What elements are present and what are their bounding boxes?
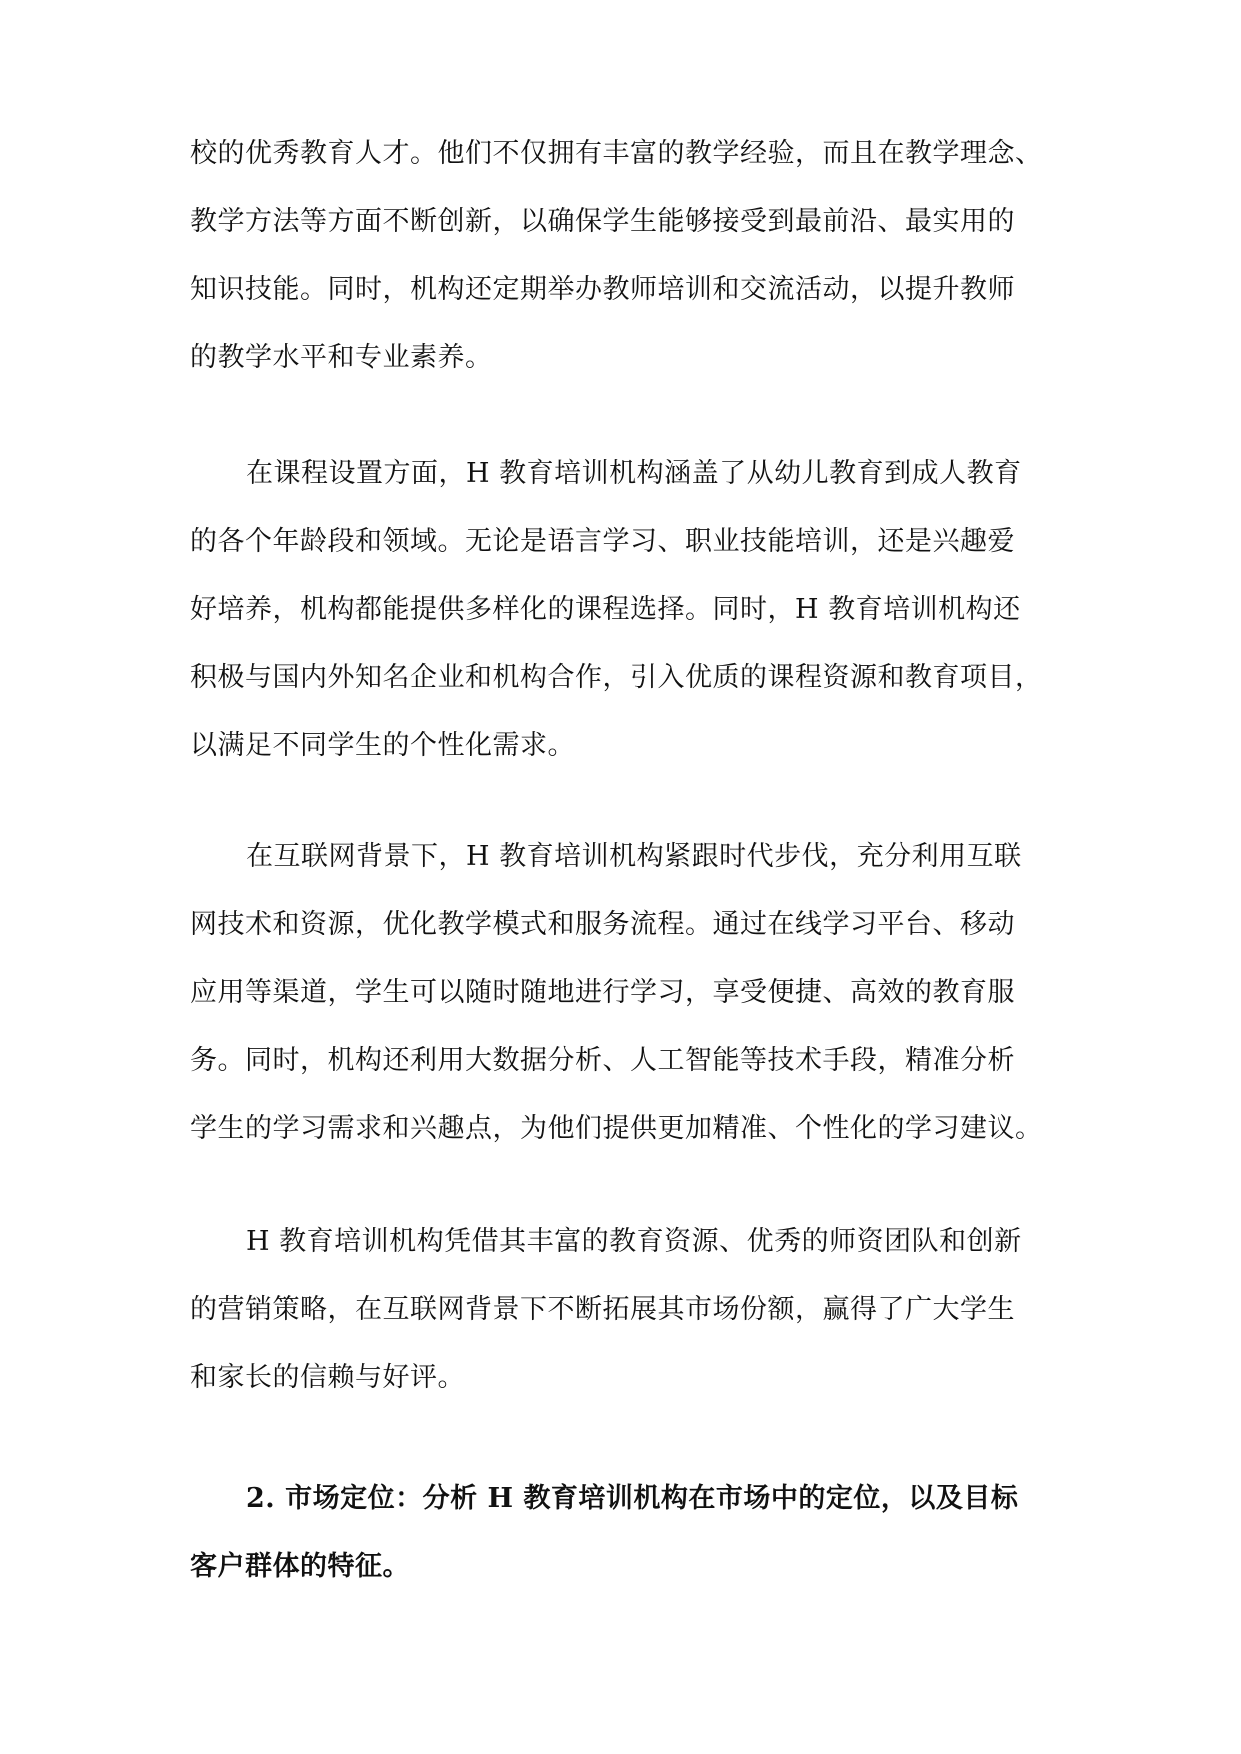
paragraph-line: 积极与国内外知名企业和机构合作，引入优质的课程资源和教育项目， xyxy=(190,662,1043,693)
paragraph-line: 学生的学习需求和兴趣点，为他们提供更加精准、个性化的学习建议。 xyxy=(190,1113,1043,1144)
section-heading: 客户群体的特征。 xyxy=(190,1551,410,1582)
paragraph-line: 知识技能。同时，机构还定期举办教师培训和交流活动，以提升教师 xyxy=(190,274,1015,305)
paragraph-line: 务。同时，机构还利用大数据分析、人工智能等技术手段，精准分析 xyxy=(190,1045,1015,1076)
paragraph-line: 好培养，机构都能提供多样化的课程选择。同时，H 教育培训机构还 xyxy=(190,594,1021,625)
paragraph-line: 应用等渠道，学生可以随时随地进行学习，享受便捷、高效的教育服 xyxy=(190,977,1015,1008)
paragraph-line: 教学方法等方面不断创新，以确保学生能够接受到最前沿、最实用的 xyxy=(190,206,1015,237)
section-heading: 2. 市场定位：分析 H 教育培训机构在市场中的定位，以及目标 xyxy=(246,1483,1019,1514)
paragraph-line: 网技术和资源，优化教学模式和服务流程。通过在线学习平台、移动 xyxy=(190,909,1015,940)
paragraph-line: 的营销策略，在互联网背景下不断拓展其市场份额，赢得了广大学生 xyxy=(190,1294,1015,1325)
paragraph-line: 和家长的信赖与好评。 xyxy=(190,1362,465,1393)
paragraph-line: 在互联网背景下，H 教育培训机构紧跟时代步伐，充分利用互联 xyxy=(246,841,1022,872)
paragraph-line: 以满足不同学生的个性化需求。 xyxy=(190,730,575,761)
paragraph-line: 在课程设置方面，H 教育培训机构涵盖了从幼儿教育到成人教育 xyxy=(246,458,1022,489)
paragraph-line: H 教育培训机构凭借其丰富的教育资源、优秀的师资团队和创新 xyxy=(246,1226,1022,1257)
paragraph-line: 的教学水平和专业素养。 xyxy=(190,342,493,373)
paragraph-line: 校的优秀教育人才。他们不仅拥有丰富的教学经验，而且在教学理念、 xyxy=(190,138,1043,169)
paragraph-line: 的各个年龄段和领域。无论是语言学习、职业技能培训，还是兴趣爱 xyxy=(190,526,1015,557)
